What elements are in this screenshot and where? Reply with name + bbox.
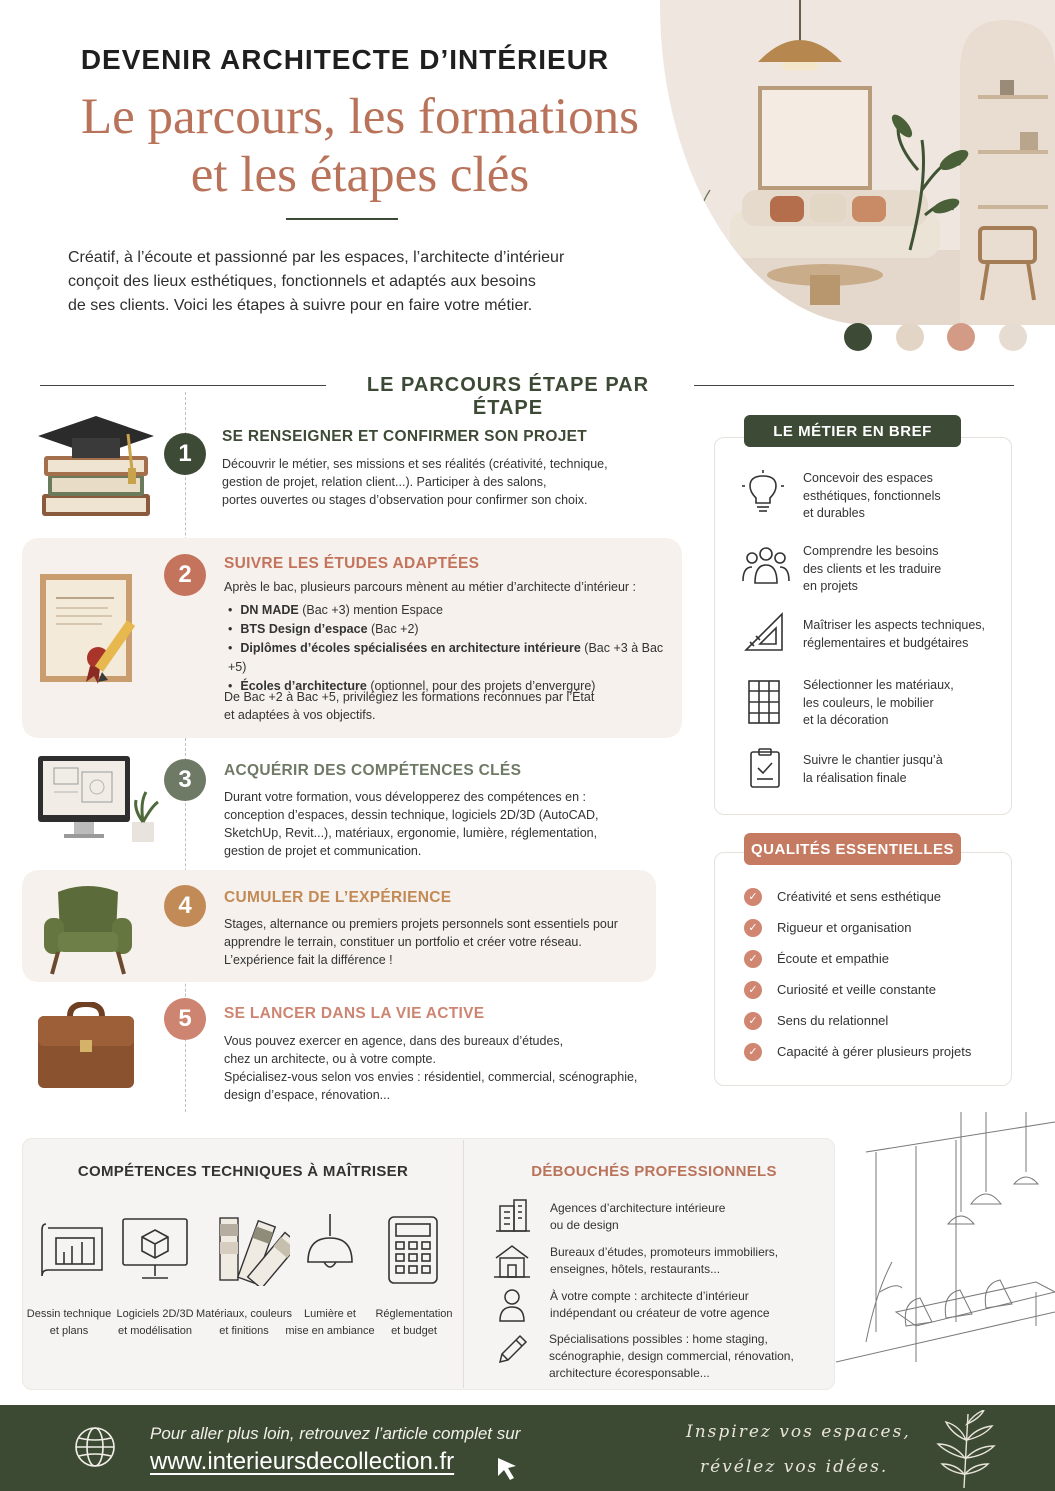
diploma-icon [36, 568, 156, 693]
step-1-text [222, 455, 652, 509]
palette-swatch-green [844, 323, 872, 351]
step-4-number: 4 [164, 885, 206, 927]
lightbulb-icon [742, 470, 784, 519]
slogan-line-2: révélez vos idées. [700, 1457, 889, 1477]
armchair-icon [38, 878, 138, 983]
step-text-line: Spécialisez-vous selon vos envies : résidentiel, commercial, scénographie, [224, 1070, 638, 1084]
computer-monitor-icon [36, 752, 166, 857]
step-5-title: SE LANCER DANS LA VIE ACTIVE [224, 1005, 485, 1022]
palette-swatch-terracotta [947, 323, 975, 351]
metier-tab: LE MÉTIER EN BREF [744, 415, 961, 447]
pendant-lamp-icon [302, 1214, 358, 1289]
step-text-line: De Bac +2 à Bac +5, privilégiez les formations reconnues par l’État [224, 690, 595, 704]
step-text-line: gestion de projet, relation client...). Participer à des salons, [222, 475, 547, 489]
list-item: • Diplômes d’écoles spécialisées en architecture intérieure (Bac +3 à Bac +5) [228, 639, 678, 677]
competence-label-materiaux: Matériaux, couleurs et finitions [196, 1308, 292, 1337]
list-item: • DN MADE (Bac +3) mention Espace [228, 601, 678, 620]
parcours-heading: LE PARCOURS ÉTAPE PAR ÉTAPE [366, 374, 650, 419]
quality-item: ✓ Écoute et empathie [744, 943, 1004, 974]
globe-icon [74, 1426, 116, 1473]
metier-item-2: Comprendre les besoins des clients et les traduire en projets [803, 544, 942, 593]
step-text-line: et adaptées à vos objectifs. [224, 708, 376, 722]
quality-item: ✓ Curiosité et veille constante [744, 974, 1004, 1005]
quality-item: ✓ Rigueur et organisation [744, 912, 1004, 943]
step-4-text [224, 915, 649, 969]
step-text-line: apprendre le terrain, constituer un portfolio et créer votre réseau. [224, 935, 582, 949]
debouche-item-3: À votre compte : architecte d’intérieur indépendant ou créateur de votre agence [550, 1289, 770, 1320]
qualites-list [744, 881, 1004, 1067]
step-2-title: SUIVRE LES ÉTUDES ADAPTÉES [224, 555, 480, 572]
step-text-line: Vous pouvez exercer en agence, dans des bureaux d’études, [224, 1034, 564, 1048]
check-icon: ✓ [744, 981, 762, 999]
title-line-2: et les étapes clés [190, 147, 530, 203]
step-5-text [224, 1032, 664, 1104]
living-room-illustration [660, 0, 1055, 325]
check-icon: ✓ [744, 1043, 762, 1061]
list-item: • BTS Design d’espace (Bac +2) [228, 620, 678, 639]
blueprint-icon [40, 1218, 104, 1287]
debouche-item-1: Agences d’architecture intérieure ou de design [550, 1201, 726, 1232]
step-3-text [224, 788, 664, 860]
leaf-branch-icon [934, 1410, 996, 1491]
step-text-line: chez un architecte, ou à votre compte. [224, 1052, 436, 1066]
metier-item-5: Suivre le chantier jusqu’à la réalisation finale [803, 753, 943, 785]
title-divider [286, 218, 398, 220]
intro-line: de ses clients. Voici les étapes à suivre pour en faire votre métier. [68, 297, 533, 314]
step-3-number: 3 [164, 759, 206, 801]
3d-software-icon [122, 1218, 188, 1289]
check-icon: ✓ [744, 888, 762, 906]
building-icon [496, 1198, 530, 1237]
main-title [30, 88, 690, 204]
step-text-line: design d’espace, rénovation... [224, 1088, 391, 1102]
step-1-title: SE RENSEIGNER ET CONFIRMER SON PROJET [222, 428, 588, 445]
dining-room-sketch [836, 1112, 1055, 1407]
set-square-icon [744, 612, 784, 657]
quality-item: ✓ Créativité et sens esthétique [744, 881, 1004, 912]
website-link[interactable]: www.interieursdecollection.fr [150, 1448, 455, 1475]
metier-item-3: Maîtriser les aspects techniques, réglementaires et budgétaires [803, 618, 986, 650]
debouches-heading: DÉBOUCHÉS PROFESSIONNELS [531, 1163, 777, 1180]
metier-item-4: Sélectionner les matériaux, les couleurs, le mobilier et la décoration [803, 678, 954, 727]
step-text-line: Stages, alternance ou premiers projets personnels sont essentiels pour [224, 917, 618, 931]
intro-line: conçoit des lieux esthétiques, fonctionnels et adaptés aux besoins [68, 273, 536, 290]
section-rule-left [40, 385, 326, 386]
step-2-intro: Après le bac, plusieurs parcours mènent au métier d’architecte d’intérieur : [224, 580, 637, 594]
check-icon: ✓ [744, 919, 762, 937]
color-swatches-icon [216, 1214, 290, 1291]
intro-line: Créatif, à l’écoute et passionné par les espaces, l’architecte d’intérieur [68, 249, 565, 266]
competence-label-logiciels: Logiciels 2D/3D et modélisation [116, 1308, 194, 1337]
step-text-line: gestion de projet et communication. [224, 844, 422, 858]
slogan-line-1: Inspirez vos espaces, [686, 1422, 911, 1442]
calculator-icon [388, 1216, 438, 1289]
footer-lead-text: Pour aller plus loin, retrouvez l’article complet sur [150, 1424, 521, 1443]
step-5-number: 5 [164, 998, 206, 1040]
people-icon [742, 545, 790, 590]
material-grid-icon [748, 680, 780, 729]
competence-label-dessin: Dessin technique et plans [26, 1308, 112, 1337]
bottom-divider [463, 1140, 464, 1388]
competences-heading: COMPÉTENCES TECHNIQUES À MAÎTRISER [77, 1163, 409, 1180]
competence-label-lumiere: Lumière et mise en ambiance [285, 1308, 375, 1337]
books-graduation-cap-icon [36, 412, 156, 527]
section-rule-right [694, 385, 1014, 386]
check-icon: ✓ [744, 1012, 762, 1030]
metier-item-1: Concevoir des espaces esthétiques, fonctionnels et durables [803, 471, 941, 520]
step-1-number: 1 [164, 433, 206, 475]
debouche-item-2: Bureaux d’études, promoteurs immobiliers, enseignes, hôtels, restaurants... [550, 1245, 779, 1276]
step-2-note [224, 688, 664, 724]
title-line-1: Le parcours, les formations [81, 89, 639, 145]
step-text-line: SketchUp, Revit...), matériaux, ergonomie, lumière, réglementation, [224, 826, 598, 840]
step-text-line: Durant votre formation, vous développerez des compétences en : [224, 790, 587, 804]
check-icon: ✓ [744, 950, 762, 968]
clipboard-check-icon [750, 748, 780, 793]
intro-paragraph [68, 246, 638, 318]
house-icon [494, 1244, 530, 1283]
step-text-line: Découvrir le métier, ses missions et ses réalités (créativité, technique, [222, 457, 608, 471]
palette-swatch-sand [999, 323, 1027, 351]
step-4-title: CUMULER DE L’EXPÉRIENCE [224, 889, 452, 906]
briefcase-icon [36, 1002, 136, 1097]
cursor-icon [496, 1456, 520, 1487]
step-text-line: L’expérience fait la différence ! [224, 953, 393, 967]
step-2-diploma-list [228, 601, 678, 696]
step-3-title: ACQUÉRIR DES COMPÉTENCES CLÉS [224, 762, 522, 779]
palette-swatch-beige [896, 323, 924, 351]
quality-item: ✓ Sens du relationnel [744, 1005, 1004, 1036]
step-2-number: 2 [164, 554, 206, 596]
competence-label-reglementation: Réglementation et budget [375, 1308, 453, 1337]
qualites-tab: QUALITÉS ESSENTIELLES [744, 833, 961, 865]
pencil-icon [496, 1334, 528, 1371]
debouche-item-4: Spécialisations possibles : home staging, scénographie, design commercial, rénovation, architecture écoresponsable... [549, 1332, 794, 1380]
step-text-line: portes ouvertes ou stages d’observation pour confirmer son choix. [222, 493, 588, 507]
kicker-title: DEVENIR ARCHITECTE D’INTÉRIEUR [80, 44, 610, 75]
quality-item: ✓ Capacité à gérer plusieurs projets [744, 1036, 1004, 1067]
person-icon [498, 1288, 526, 1327]
list-item: • Écoles d’architecture (optionnel, pour des projets d’envergure) [228, 677, 678, 696]
step-text-line: conception d’espaces, dessin technique, logiciels 2D/3D (AutoCAD, [224, 808, 599, 822]
